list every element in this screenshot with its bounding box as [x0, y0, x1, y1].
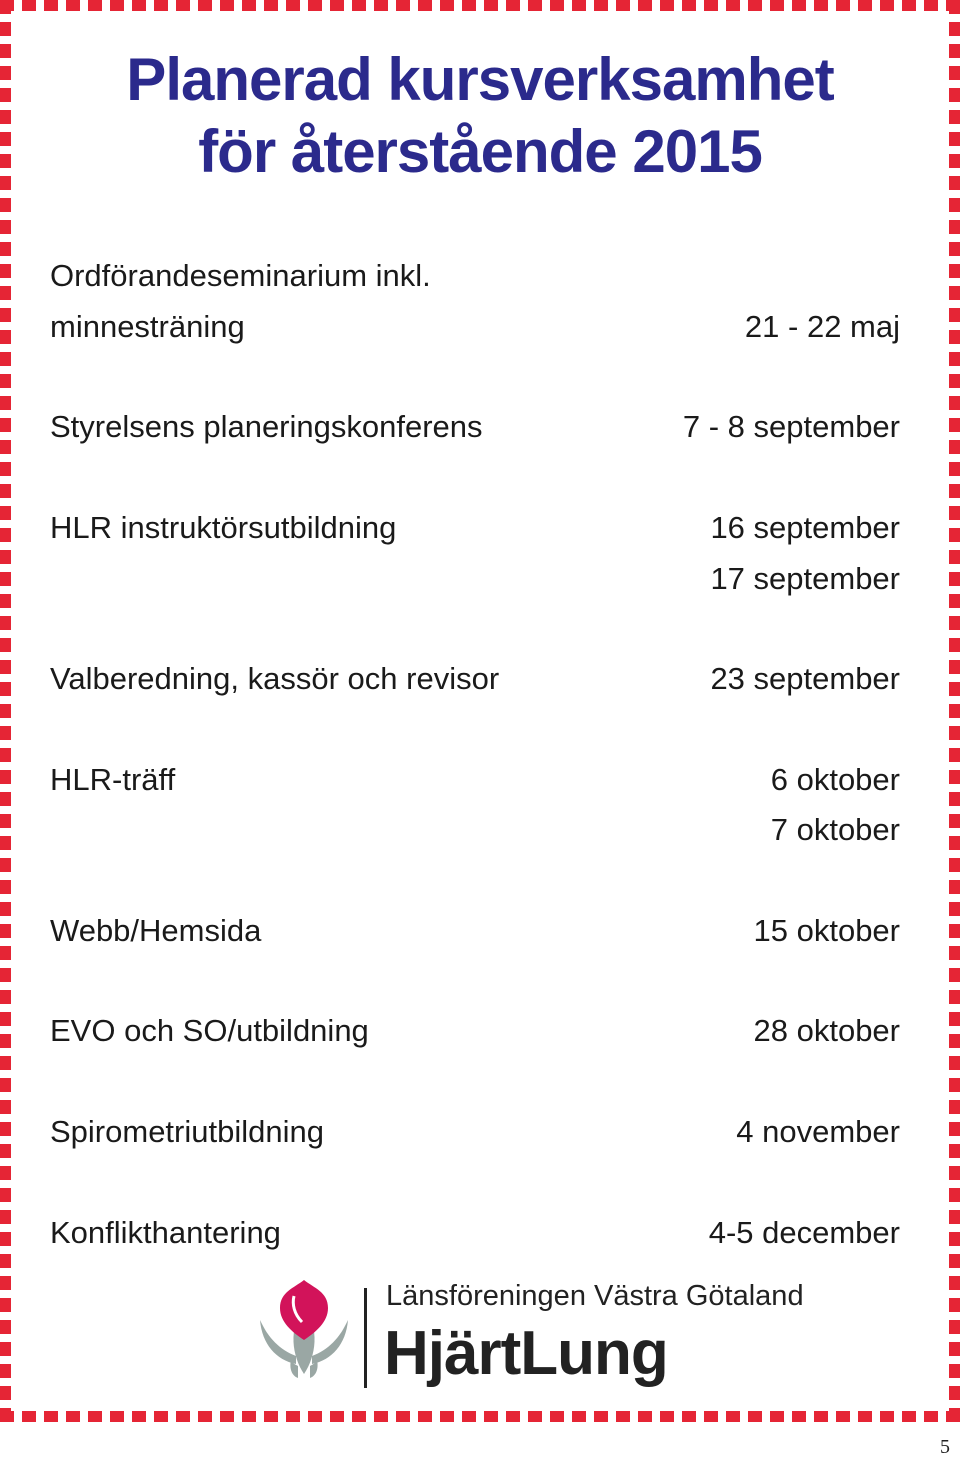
course-label: Ordförandeseminarium inkl.	[50, 258, 431, 293]
course-date: 16 september	[710, 510, 900, 545]
title-line-2: för återstående 2015	[198, 118, 762, 185]
course-label: HLR instruktörsutbildning	[50, 510, 397, 545]
title-line-1: Planerad kursverksamhet	[126, 46, 834, 113]
border-left	[0, 0, 11, 1422]
logo-divider	[364, 1288, 367, 1388]
course-label: minnesträning	[50, 309, 245, 344]
course-label: Valberedning, kassör och revisor	[50, 661, 500, 696]
logo-org-name: Länsföreningen Västra Götaland	[386, 1280, 804, 1312]
course-date: 7 - 8 september	[682, 409, 900, 444]
border-top	[0, 0, 960, 11]
course-date: 7 oktober	[770, 812, 900, 847]
page-number: 5	[940, 1436, 950, 1458]
course-label: EVO och SO/utbildning	[50, 1013, 369, 1048]
course-label: Styrelsens planeringskonferens	[50, 409, 483, 444]
border-right	[949, 0, 960, 1422]
course-label: Konflikthantering	[50, 1215, 281, 1250]
course-label: HLR-träff	[50, 762, 176, 797]
course-date: 6 oktober	[770, 762, 900, 797]
course-date: 4-5 december	[708, 1215, 900, 1250]
hjartlung-logo	[258, 1278, 804, 1390]
course-date: 28 oktober	[753, 1013, 900, 1048]
logo-brand-name: HjärtLung	[384, 1319, 668, 1388]
course-label: Webb/Hemsida	[50, 913, 262, 948]
course-date: 21 - 22 maj	[744, 309, 900, 344]
page-title	[0, 44, 960, 188]
course-date: 15 oktober	[753, 913, 900, 948]
course-date: 4 november	[736, 1114, 900, 1149]
course-date: 23 september	[710, 661, 900, 696]
course-label: Spirometriutbildning	[50, 1114, 324, 1149]
course-date: 17 september	[710, 561, 900, 596]
tulip-heart-icon	[258, 1278, 350, 1378]
border-bottom	[0, 1411, 960, 1422]
